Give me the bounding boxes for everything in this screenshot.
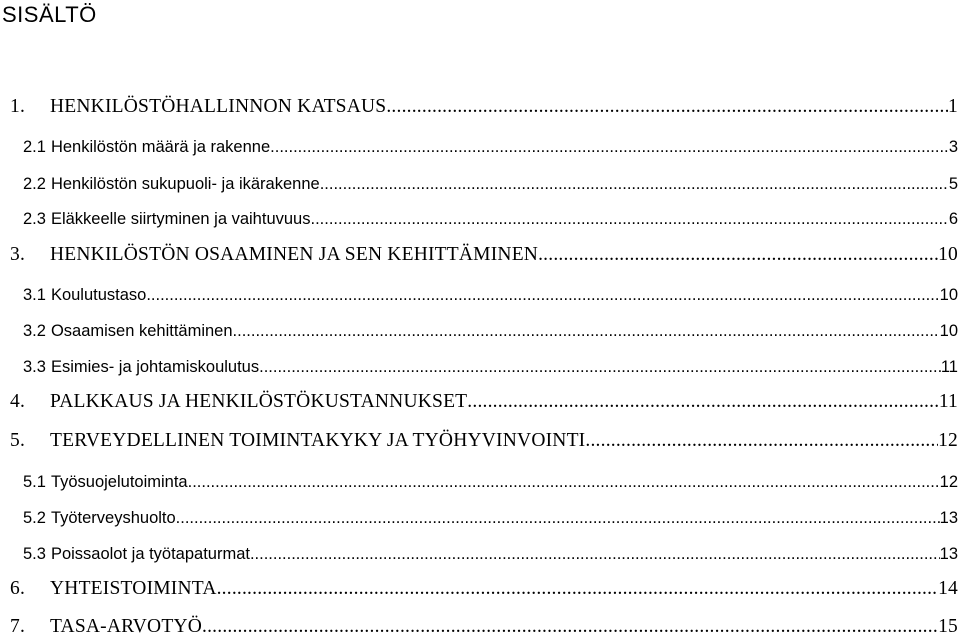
toc-entry-number: 7. bbox=[10, 616, 26, 637]
toc-entry-page: 5 bbox=[948, 175, 958, 193]
toc-entry[interactable] bbox=[10, 92, 958, 118]
toc-entry-page: 10 bbox=[938, 244, 958, 265]
page-title: SISÄLTÖ bbox=[2, 2, 97, 27]
toc-entry-title: Työterveyshuolto bbox=[50, 509, 176, 527]
toc-entry[interactable] bbox=[10, 574, 958, 600]
toc-dot-leader bbox=[202, 616, 938, 638]
toc-entry-number: 3.2 bbox=[23, 322, 46, 340]
toc-entry-title: PALKKAUS JA HENKILÖSTÖKUSTANNUKSET bbox=[50, 391, 468, 412]
toc-dot-leader bbox=[217, 578, 938, 600]
toc-entry-number: 2.3 bbox=[23, 210, 46, 228]
toc-dot-leader bbox=[538, 244, 938, 266]
toc-entry-title: Eläkkeelle siirtyminen ja vaihtuvuus bbox=[50, 210, 311, 228]
toc-entry-page: 13 bbox=[939, 509, 958, 527]
toc-entry-number: 3.3 bbox=[23, 358, 46, 376]
toc-entry-number: 4. bbox=[10, 391, 26, 412]
toc-entry[interactable] bbox=[23, 131, 958, 157]
toc-entry-title: HENKILÖSTÖN OSAAMINEN JA SEN KEHITTÄMINEN bbox=[50, 244, 539, 265]
toc-entry[interactable] bbox=[23, 538, 958, 564]
toc-entry-title: Työsuojelutoiminta bbox=[50, 473, 188, 491]
toc-entry[interactable] bbox=[23, 351, 958, 377]
toc-dot-leader bbox=[320, 175, 949, 194]
toc-dot-leader bbox=[310, 210, 948, 229]
toc-entry-page: 1 bbox=[948, 96, 958, 117]
toc-dot-leader bbox=[233, 322, 940, 341]
toc-entry-number: 5. bbox=[10, 430, 26, 451]
toc-entry-page: 3 bbox=[948, 138, 958, 156]
toc-entry[interactable] bbox=[10, 426, 958, 452]
toc-dot-leader bbox=[467, 391, 939, 413]
toc-entry[interactable] bbox=[23, 279, 958, 305]
toc-entry-page: 11 bbox=[938, 391, 958, 412]
toc-entry-page: 10 bbox=[939, 322, 958, 340]
toc-entry-title: TERVEYDELLINEN TOIMINTAKYKY JA TYÖHYVINVOINTI bbox=[50, 430, 586, 451]
toc-entry-title: Henkilöstön määrä ja rakenne bbox=[50, 138, 271, 156]
toc-entry[interactable] bbox=[23, 168, 958, 194]
toc-entry-title: Esimies- ja johtamiskoulutus bbox=[50, 358, 260, 376]
toc-entry-page: 15 bbox=[938, 616, 958, 637]
toc-entry[interactable] bbox=[10, 240, 958, 266]
toc-entry-page: 12 bbox=[938, 430, 958, 451]
toc-entry-page: 6 bbox=[948, 210, 958, 228]
toc-dot-leader bbox=[146, 286, 939, 305]
toc-dot-leader bbox=[259, 358, 941, 377]
toc-entry[interactable] bbox=[10, 387, 958, 413]
toc-dot-leader bbox=[386, 96, 948, 118]
toc-entry-number: 3. bbox=[10, 244, 26, 265]
toc-entry-number: 1. bbox=[10, 96, 26, 117]
toc-entry-number: 2.1 bbox=[23, 138, 46, 156]
toc-entry-number: 5.2 bbox=[23, 509, 46, 527]
toc-dot-leader bbox=[188, 473, 940, 492]
toc-entry-title: YHTEISTOIMINTA bbox=[50, 578, 217, 599]
toc-entry-number: 5.3 bbox=[23, 545, 46, 563]
toc-entry-number: 6. bbox=[10, 578, 26, 599]
toc-entry-title: Henkilöstön sukupuoli- ja ikärakenne bbox=[50, 175, 320, 193]
toc-entry[interactable] bbox=[10, 612, 958, 638]
toc-entry-number: 2.2 bbox=[23, 175, 46, 193]
toc-entry[interactable] bbox=[23, 502, 958, 528]
toc-entry-title: Osaamisen kehittäminen bbox=[50, 322, 233, 340]
toc-entry-title: Poissaolot ja työtapaturmat bbox=[50, 545, 250, 563]
toc-entry-title: TASA-ARVOTYÖ bbox=[50, 616, 203, 637]
toc-dot-leader bbox=[270, 138, 949, 157]
toc-entry-page: 13 bbox=[939, 545, 958, 563]
toc-dot-leader bbox=[176, 509, 940, 528]
toc-entry-number: 5.1 bbox=[23, 473, 46, 491]
toc-dot-leader bbox=[585, 430, 938, 452]
toc-dot-leader bbox=[250, 545, 940, 564]
toc-entry[interactable] bbox=[23, 466, 958, 492]
toc-entry-page: 11 bbox=[940, 358, 958, 376]
toc-entry-title: Koulutustaso bbox=[50, 286, 147, 304]
toc-entry[interactable] bbox=[23, 203, 958, 229]
toc-entry[interactable] bbox=[23, 315, 958, 341]
toc-entry-page: 10 bbox=[939, 286, 958, 304]
toc-entry-number: 3.1 bbox=[23, 286, 46, 304]
toc-entry-page: 12 bbox=[939, 473, 958, 491]
toc-entry-page: 14 bbox=[938, 578, 958, 599]
toc-entry-title: HENKILÖSTÖHALLINNON KATSAUS bbox=[50, 96, 387, 117]
